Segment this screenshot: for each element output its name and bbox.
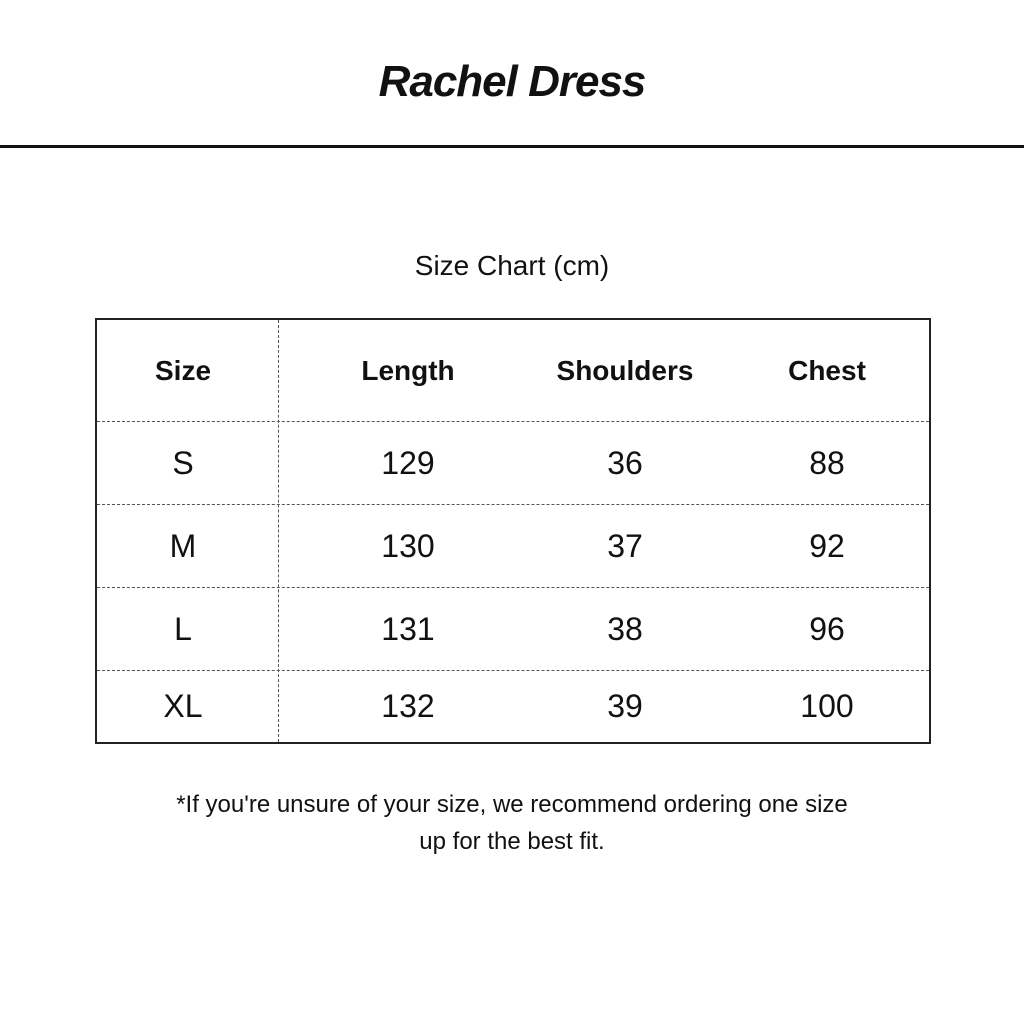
header-size: Size xyxy=(154,354,212,386)
cell-size: S xyxy=(172,444,194,481)
cell-chest: 88 xyxy=(809,444,845,481)
cell-chest: 96 xyxy=(809,610,845,647)
table-row xyxy=(97,421,929,504)
cell-length: 131 xyxy=(381,610,435,647)
header-chest: Chest xyxy=(788,354,866,386)
table-row xyxy=(97,670,929,742)
cell-length: 129 xyxy=(381,444,435,481)
page-title: Rachel Dress xyxy=(378,57,646,106)
cell-shoulders: 37 xyxy=(607,527,643,564)
cell-shoulders: 36 xyxy=(607,444,643,481)
cell-length: 132 xyxy=(381,688,435,724)
table-row xyxy=(97,587,929,670)
size-chart-subtitle: Size Chart (cm) xyxy=(414,250,610,281)
footnote-line-2: up for the best fit. xyxy=(419,828,605,855)
cell-shoulders: 39 xyxy=(607,688,643,724)
title-divider xyxy=(0,145,1024,148)
cell-shoulders: 38 xyxy=(607,610,643,647)
sizing-footnote xyxy=(112,786,912,860)
header-shoulders: Shoulders xyxy=(556,354,694,386)
header-length: Length xyxy=(361,354,455,386)
cell-length: 130 xyxy=(381,527,435,564)
table-row xyxy=(97,504,929,587)
size-chart-table xyxy=(95,318,931,744)
cell-size: XL xyxy=(163,688,203,724)
footnote-line-1: *If you're unsure of your size, we recommend ordering one size xyxy=(176,791,848,818)
cell-chest: 100 xyxy=(800,688,854,724)
cell-size: M xyxy=(169,527,197,564)
table-header-row xyxy=(97,320,929,421)
cell-chest: 92 xyxy=(809,527,845,564)
cell-size: L xyxy=(174,610,192,647)
